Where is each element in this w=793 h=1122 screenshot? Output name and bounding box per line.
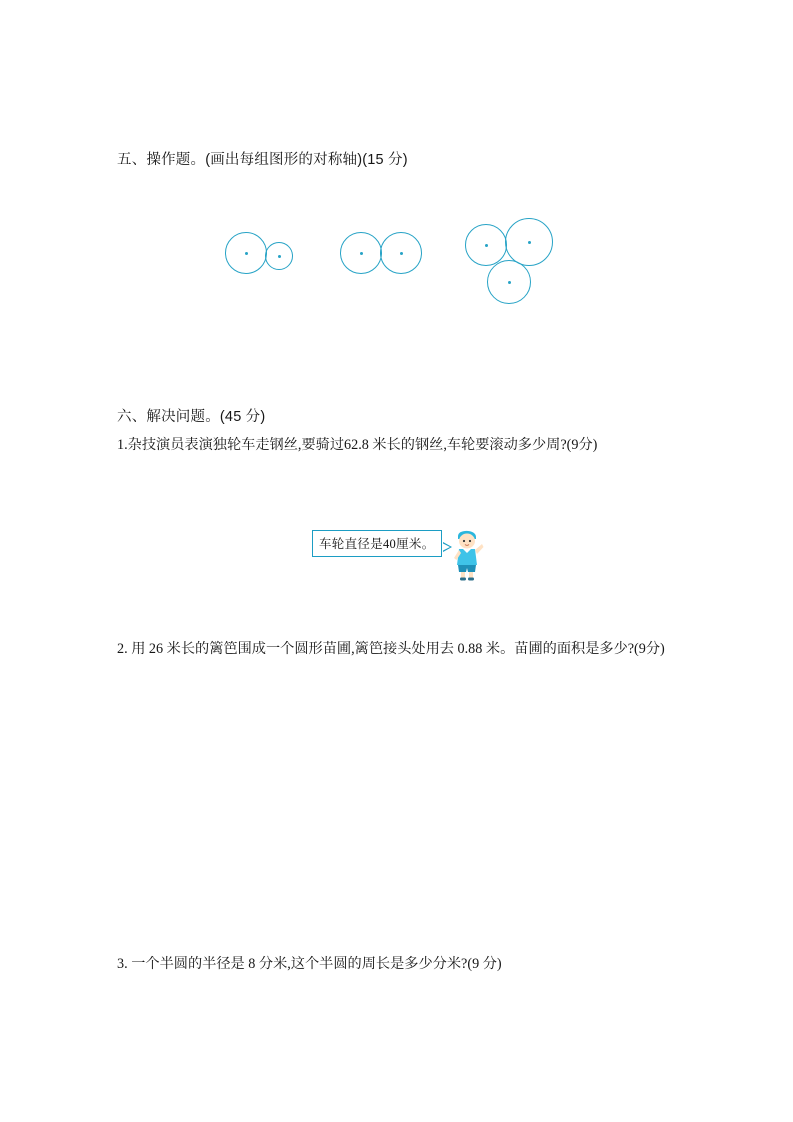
circle-center-dot (485, 244, 488, 247)
circle-center-dot (528, 241, 531, 244)
circle-center-dot (245, 252, 248, 255)
circle-center-dot (400, 252, 403, 255)
circle-center-dot (360, 252, 363, 255)
speech-bubble-text: 车轮直径是40厘米。 (312, 530, 442, 557)
question-3-text: 3. 一个半圆的半径是 8 分米,这个半圆的周长是多少分米?(9 分) (117, 956, 502, 972)
question-1-illustration (312, 525, 482, 583)
circle-center-dot (508, 281, 511, 284)
section-5-heading: 五、操作题。(画出每组图形的对称轴)(15 分) (117, 152, 408, 168)
question-1-text: 1.杂技演员表演独轮车走钢丝,要骑过62.8 米长的钢丝,车轮要滚动多少周?(9分) (117, 437, 598, 453)
question-2-text: 2. 用 26 米长的篱笆围成一个圆形苗圃,篱笆接头处用去 0.88 米。苗圃的面积是多少?(9分) (117, 641, 665, 657)
symmetry-figure-group-container (225, 218, 570, 308)
speech-bubble-tail-inner (442, 543, 450, 551)
section-6-heading: 六、解决问题。(45 分) (117, 409, 266, 425)
circle-center-dot (278, 255, 281, 258)
cartoon-boy-icon (450, 525, 484, 581)
